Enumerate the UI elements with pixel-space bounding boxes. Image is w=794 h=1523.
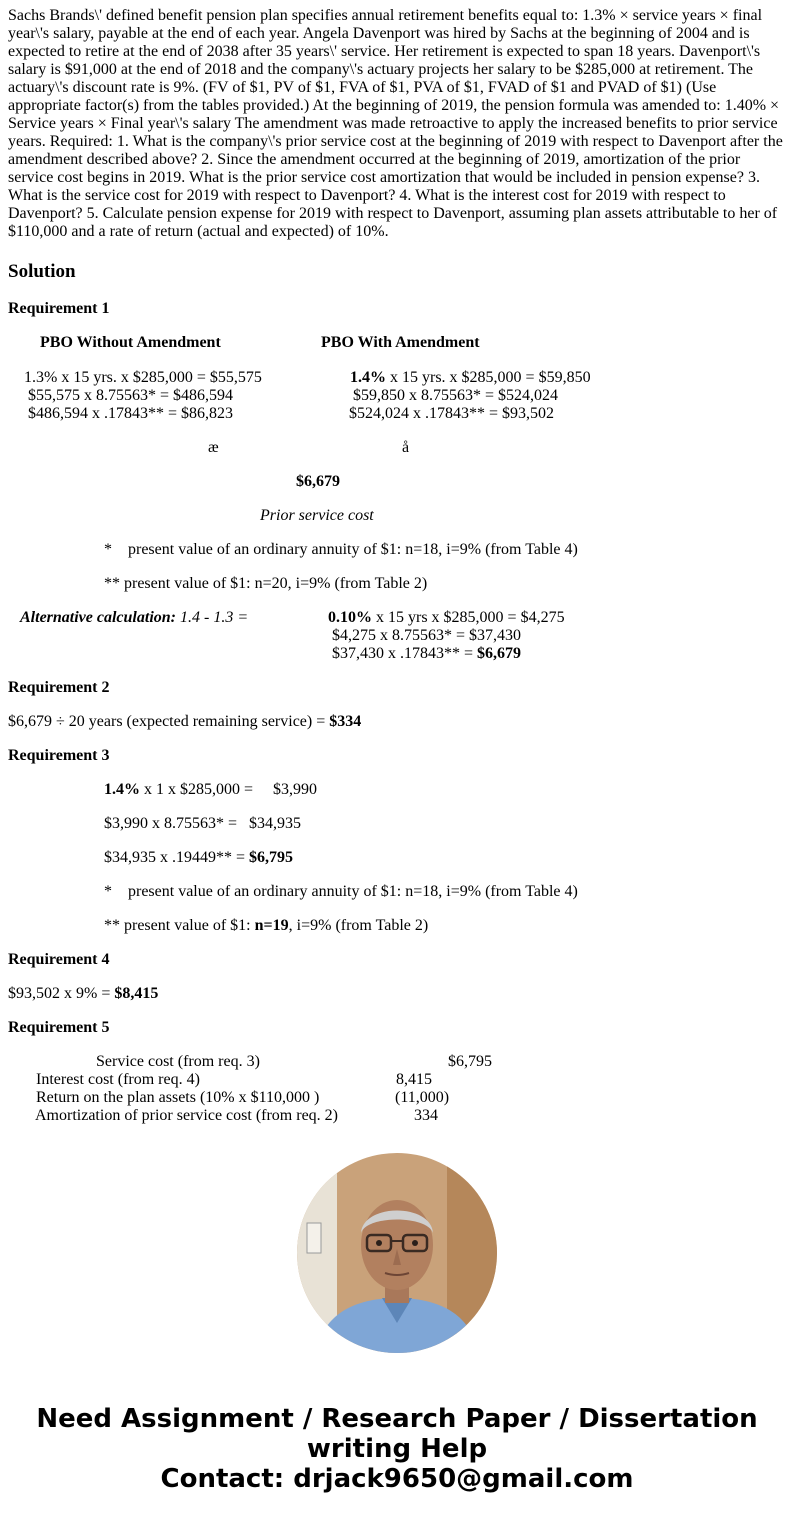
req2-result: $334 [329,713,362,730]
req3-note-post: , i=9% (from Table 2) [288,917,429,934]
prior-service-cost-label: Prior service cost [260,507,374,524]
pbo-without-line: $55,575 x 8.75563* = $486,594 [28,387,234,404]
solution-heading: Solution [8,261,76,282]
alt-expr: 1.4 - 1.3 = [176,609,249,626]
pbo-with-header: PBO With Amendment [321,334,480,351]
req3-note-n: n=19 [254,917,289,934]
req3-heading: Requirement 3 [8,747,110,764]
expense-row-value: 8,415 [396,1071,432,1088]
req3-note-pre: ** present value of $1: [104,917,255,934]
prior-service-cost-amount: $6,679 [296,473,340,490]
right-arrow-glyph: å [402,439,410,456]
req2-heading: Requirement 2 [8,679,110,696]
req5-heading: Requirement 5 [8,1019,110,1036]
req3-line1-rest: x 1 x $285,000 = $3,990 [140,781,318,798]
author-photo-illustration [297,1153,497,1353]
expense-row-value: (11,000) [395,1089,450,1106]
alt-label: Alternative calculation: [20,609,176,626]
pbo-without-line: 1.3% x 15 yrs. x $285,000 = $55,575 [24,369,262,386]
req3-line [104,849,293,867]
req3-line: $3,990 x 8.75563* = $34,935 [104,815,302,832]
req4-text: $93,502 x 9% = [8,985,115,1002]
req3-result: $6,795 [249,849,294,866]
req3-line [104,781,317,799]
req2-text: $6,679 ÷ 20 years (expected remaining service) = [8,713,330,730]
pbo-with-rate: 1.4% [350,369,386,386]
pbo-without-line: $486,594 x .17843** = $86,823 [28,405,234,422]
author-photo [297,1153,497,1353]
footnote-pv: ** present value of $1: n=20, i=9% (from Table 2) [104,575,428,592]
pbo-with-line: $524,024 x .17843** = $93,502 [349,405,555,422]
alternative-calculation-label [20,609,248,627]
req1-heading: Requirement 1 [8,300,110,317]
alt-line-rest: x 15 yrs x $285,000 = $4,275 [372,609,565,626]
req4-result: $8,415 [114,985,159,1002]
left-arrow-glyph: æ [208,439,219,456]
cta-line: Need Assignment / Research Paper / Dissertation [36,1404,758,1434]
pbo-without-header: PBO Without Amendment [40,334,221,351]
alt-rate: 0.10% [328,609,372,626]
alt-result: $6,679 [477,645,522,662]
expense-row-value: $6,795 [448,1053,492,1070]
footnote-annuity: * present value of an ordinary annuity of $1: n=18, i=9% (from Table 4) [104,541,578,558]
alt-line3-text: $37,430 x .17843** = [332,645,478,662]
pbo-with-line [350,369,591,387]
pbo-with-line: $59,850 x 8.75563* = $524,024 [353,387,559,404]
req3-footnote-annuity: * present value of an ordinary annuity of $1: n=18, i=9% (from Table 4) [104,883,578,900]
req3-rate: 1.4% [104,781,140,798]
cta-contact: Contact: drjack9650@gmail.com [160,1464,634,1494]
pbo-with-line-rest: x 15 yrs. x $285,000 = $59,850 [386,369,591,386]
req2-line [8,713,361,731]
expense-row-value: 334 [414,1107,438,1124]
expense-row-label: Return on the plan assets (10% x $110,000 ) [36,1089,320,1106]
expense-row-label: Service cost (from req. 3) [96,1053,260,1070]
alt-line [332,645,521,663]
req3-footnote-pv [104,917,428,935]
cta-line: writing Help [306,1434,488,1464]
question-text: Sachs Brands\' defined benefit pension plan specifies annual retirement benefits equal to: 1.3% × service years × final year\'s salary, payable at the end of each year. Angela Davenport was hired by Sachs at the beginning of 2004 and is expected to retire at the end of 2038 after 35 years\' service. Her retirement is expected to span 18 years. Davenport\'s salary is $91,000 at the end of 2018 and the company\'s actuary projects her salary to be $285,000 at retirement. The actuary\'s discount rate is 9%. (FV of $1, PV of $1, FVA of $1, PVA of $1, FVAD of $1 and PVAD of $1) (Use appropriate factor(s) from the tables provided.) At the beginning of 2019, the pension formula was amended to: 1.40% × Service years × Final year\'s salary The amendment was made retroactive to apply the increased benefits to prior service years. Required: 1. What is the company\'s prior service cost at the beginning of 2019 with respect to Davenport after the amendment described above? 2. Since the amendment occurred at the beginning of 2019, amortization of the prior service cost begins in 2019. What is the prior service cost amortization that would be included in pension expense? 3. What is the service cost for 2019 with respect to Davenport? 4. What is the interest cost for 2019 with respect to Davenport? 5. Calculate pension expense for 2019 with respect to Davenport, assuming plan assets attributable to her of $110,000 and a rate of return (actual and expected) of 10%. [8,7,783,240]
expense-row-label: Interest cost (from req. 4) [36,1071,200,1088]
req4-heading: Requirement 4 [8,951,110,968]
expense-row-label: Amortization of prior service cost (from req. 2) [35,1107,339,1124]
alt-line [328,609,565,627]
alt-line: $4,275 x 8.75563* = $37,430 [332,627,522,644]
req4-line [8,985,158,1003]
req3-line3-text: $34,935 x .19449** = [104,849,250,866]
